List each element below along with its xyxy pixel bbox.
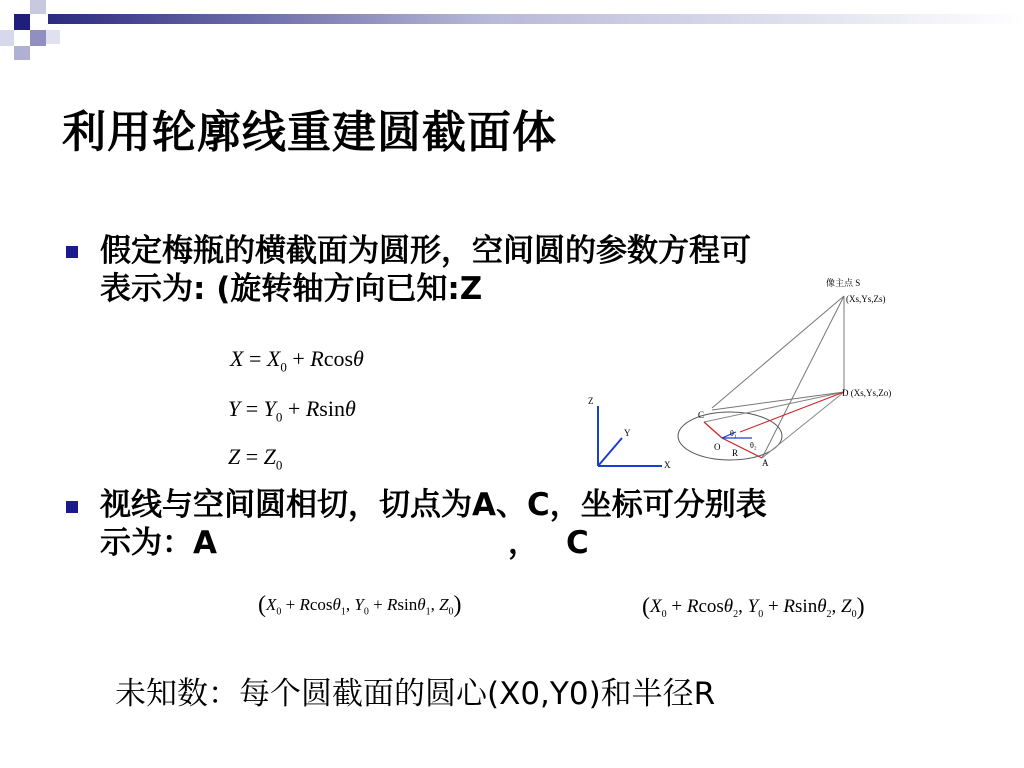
equation-x: $X = X_0 + Rcos\theta$ (230, 346, 364, 375)
bullet-marker (66, 501, 78, 513)
corner-decoration (0, 0, 1024, 60)
equation-y: $Y = Y_0 + Rsin\theta$ (228, 396, 356, 425)
bullet1-line1: 假定梅瓶的横截面为圆形，空间圆的参数方程可 (100, 233, 751, 269)
bullet2-label-a: 示为：A (100, 525, 217, 561)
label-c: C (698, 410, 705, 420)
axis-z-label: Z (588, 396, 594, 406)
bullet2-label-c: C (566, 525, 589, 561)
label-o: O (714, 442, 721, 452)
bullet2-separator: ， (508, 525, 539, 561)
equation-z: $Z = Z_0$ (228, 444, 283, 473)
coord-expression-c: ($X_0 + Rcos\theta_2$, $Y_0 + Rsin\theta_2$, $Z_0$) (642, 594, 865, 620)
label-a: A (762, 458, 769, 468)
axis-x-label: X (664, 460, 671, 470)
bullet1-line2: 表示为: (旋转轴方向已知:Z (100, 271, 483, 307)
label-theta1: θ₁ (730, 429, 737, 438)
label-s-coord: (Xs,Ys,Zs) (846, 294, 886, 304)
label-d: D (Xs,Ys,Zo) (842, 388, 892, 398)
bullet2-line2 (100, 524, 980, 562)
label-theta2: θ₂ (750, 441, 757, 450)
label-s: 像主点 S (826, 278, 861, 288)
bullet2-text (100, 486, 980, 562)
label-r: R (732, 448, 739, 458)
unknowns-note: 未知数：每个圆截面的圆心(X0,Y0)和半径R (115, 676, 716, 712)
coord-expression-a: ($X_0 + Rcos\theta_1$, $Y_0 + Rsin\theta_1$, $Z_0$) (258, 592, 462, 618)
axis-y-label: Y (624, 428, 631, 438)
bullet2-line1: 视线与空间圆相切，切点为A、C，坐标可分别表 (100, 487, 767, 523)
slide-title: 利用轮廓线重建圆截面体 (62, 107, 557, 158)
bullet-marker (66, 246, 78, 258)
tangent-diagram (580, 272, 910, 472)
